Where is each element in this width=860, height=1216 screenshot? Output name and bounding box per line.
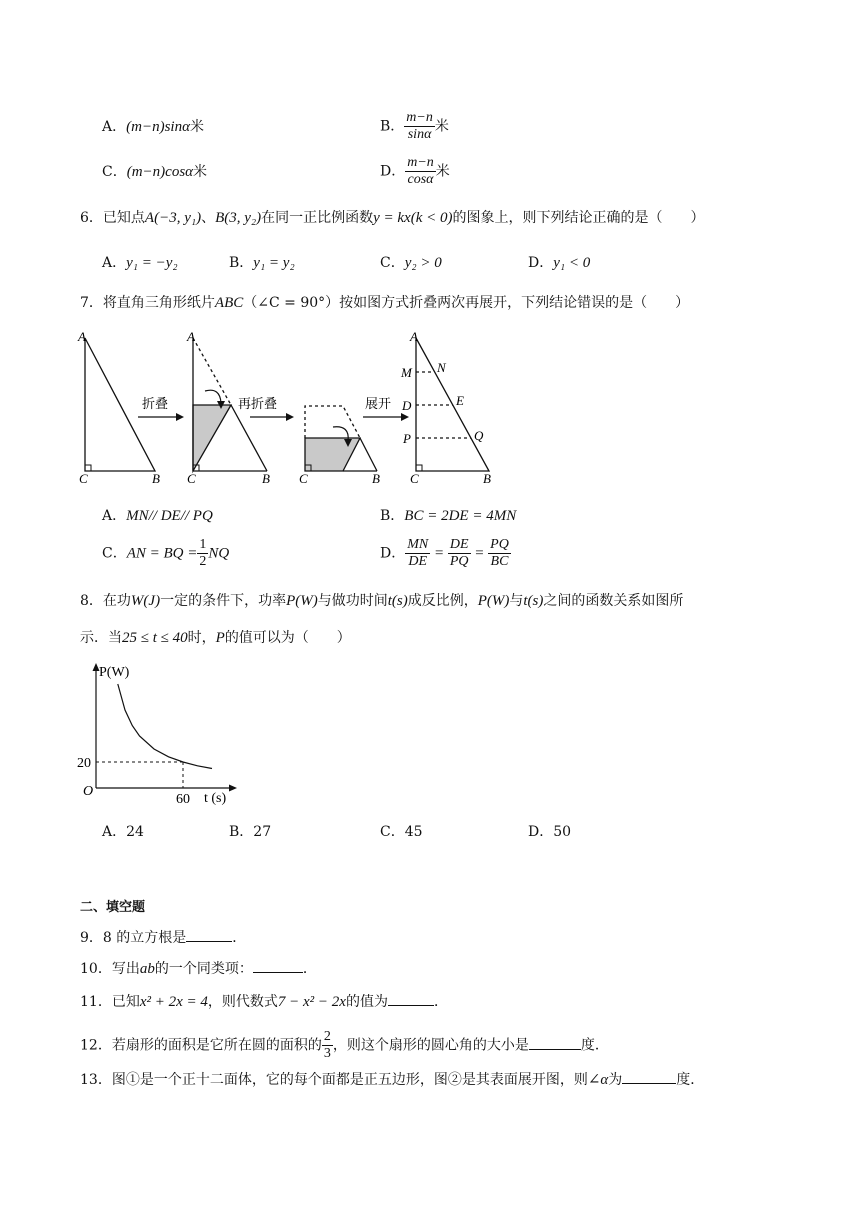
q7-option-d (380, 537, 511, 570)
fraction (322, 1029, 333, 1062)
option-label: D． (380, 545, 406, 562)
math-expression: y₁ < 0 (553, 255, 591, 271)
y-tick-label: 20 (77, 756, 91, 771)
option-label: C． (380, 255, 405, 271)
answer-blank[interactable] (388, 991, 434, 1006)
math-expression: AN = BQ = (126, 545, 198, 562)
question-number: 10． (80, 961, 112, 977)
stem-text: 与 (509, 593, 524, 609)
stem-text: （∠C = 90°） (243, 295, 340, 311)
label-a: A (78, 329, 86, 344)
math-expression: ab (139, 961, 155, 977)
label-m: M (401, 365, 412, 380)
unit-text: 米 (189, 119, 204, 135)
label-c: C (410, 471, 419, 486)
math-expression: 7 − x² − 2x (277, 994, 346, 1010)
math-expression: P(W) (286, 593, 318, 609)
q5-option-c (102, 162, 207, 182)
folding-diagram (70, 325, 510, 490)
fraction-numerator: m−n (407, 155, 434, 170)
stem-text: 之间的函数关系如图所 (543, 593, 684, 609)
power-time-chart (76, 658, 246, 808)
stem-text: 一定的条件下，功率 (160, 593, 287, 609)
stem-text: ． (302, 961, 317, 977)
stem-text: 按如图方式折叠两次再展开，下列结论错误的是（ ） (339, 295, 690, 311)
question-number: 13． (80, 1072, 112, 1088)
dashed-outline (305, 406, 360, 438)
question-number: 6． (80, 210, 103, 226)
q10 (80, 958, 317, 979)
q5-option-b (380, 110, 449, 143)
math-expression: y₁ = −y₂ (126, 255, 178, 271)
stem-text: 若扇形的面积是它所在圆的面积的 (111, 1037, 322, 1054)
label-d: D (402, 398, 412, 413)
stem-text: 的一个同类项： (154, 961, 253, 977)
math-expression: W(J) (130, 593, 161, 609)
math-expression: A(−3, y₁) (144, 210, 202, 226)
fraction-numerator: m−n (406, 110, 433, 125)
option-label: A． (102, 255, 127, 271)
fraction (404, 110, 435, 143)
math-expression: P (215, 630, 225, 646)
math-expression: y₁ = y₂ (253, 255, 295, 271)
option-label: B． (380, 508, 405, 524)
q11 (80, 991, 448, 1012)
option-label: C． (102, 545, 127, 562)
q6-option-b (229, 253, 295, 273)
fraction (488, 537, 511, 570)
fraction-denominator: BC (490, 554, 509, 569)
stem-text: ，则代数式 (207, 994, 278, 1010)
fraction (197, 537, 208, 570)
fraction-numerator: PQ (490, 537, 509, 552)
math-expression: y₂ > 0 (404, 255, 442, 271)
fraction-denominator: sinα (407, 127, 432, 142)
option-label: A． (102, 508, 127, 524)
q8-option-a (102, 822, 144, 842)
origin-label: O (83, 784, 94, 799)
stem-text: 已知点 (102, 210, 145, 226)
option-label: B． (229, 824, 254, 840)
option-label: C． (102, 164, 127, 180)
math-expression: BC = 2DE = 4MN (404, 508, 517, 524)
label-a: A (410, 329, 418, 344)
folded-flap (305, 438, 360, 471)
label-n: N (437, 360, 446, 375)
folded-flap (193, 405, 231, 471)
answer-blank[interactable] (186, 927, 232, 942)
stem-text: 度． (676, 1072, 705, 1088)
label-c: C (79, 471, 88, 486)
fraction-numerator: 2 (323, 1029, 331, 1044)
arrow-label-fold: 折叠 (142, 396, 169, 411)
stem-text: 的值为 (345, 994, 388, 1010)
math-expression: (m−n)sinα (126, 119, 190, 135)
stem-text: 将直角三角形纸片 (102, 295, 215, 311)
stem-text: 与做功时间 (317, 593, 388, 609)
q7-option-a (102, 506, 213, 526)
q7-stem (80, 293, 689, 313)
fraction-denominator: cosα (407, 172, 434, 187)
label-a: A (187, 329, 195, 344)
math-expression: x² + 2x = 4 (139, 994, 208, 1010)
q9 (80, 927, 246, 948)
dashed-edge (193, 338, 231, 405)
answer-blank[interactable] (529, 1035, 581, 1050)
section-title: 二、填空题 (80, 900, 146, 915)
q6-stem (80, 208, 704, 228)
x-tick-label: 60 (176, 792, 190, 807)
label-p: P (403, 431, 411, 446)
label-c: C (299, 471, 308, 486)
triangle-edge (360, 438, 377, 471)
math-expression: NQ (208, 545, 230, 562)
math-expression: ABC (214, 295, 244, 311)
math-expression: t(s) (523, 593, 544, 609)
answer-blank[interactable] (253, 958, 303, 973)
stem-text: ． (433, 994, 448, 1010)
option-value: 45 (404, 824, 423, 840)
unit-text: 米 (434, 118, 449, 135)
option-label: B． (380, 118, 405, 135)
unit-text: 米 (193, 164, 208, 180)
stem-text: ，则这个扇形的圆心角的大小是 (332, 1037, 529, 1054)
q7-option-b (380, 506, 516, 526)
question-number: 12． (80, 1037, 112, 1054)
stem-text: 、 (201, 210, 216, 226)
label-b: B (372, 471, 380, 486)
stem-text: 在功 (102, 593, 131, 609)
fraction-numerator: DE (449, 537, 469, 552)
fraction-numerator: MN (407, 537, 429, 552)
math-expression: (m−n)cosα (126, 164, 194, 180)
option-label: B． (229, 255, 254, 271)
option-label: C． (380, 824, 405, 840)
q8-stem-line2 (80, 628, 351, 648)
math-expression: y = kx(k < 0) (373, 210, 453, 226)
arrow-head (286, 413, 294, 421)
stem-text: 为 (608, 1072, 623, 1088)
label-b: B (152, 471, 160, 486)
fraction (405, 155, 436, 188)
q5-option-a (102, 117, 204, 137)
option-label: D． (528, 255, 554, 271)
stem-text: 在同一正比例函数 (261, 210, 374, 226)
arrow-label-refold: 再折叠 (238, 396, 278, 411)
math-expression: B(3, y₂) (215, 210, 262, 226)
math-expression: t(s) (387, 593, 408, 609)
stem-text: 的图象上，则下列结论正确的是（ ） (452, 210, 705, 226)
q12 (80, 1029, 609, 1062)
q8-option-d (528, 822, 571, 842)
question-number: 9． (80, 930, 103, 946)
equals-sign: = (430, 545, 448, 562)
stem-text: 时， (187, 630, 216, 646)
q8-option-c (380, 822, 423, 842)
option-label: D． (380, 163, 406, 180)
math-expression: MN// DE// PQ (126, 508, 213, 524)
q6-option-c (380, 253, 442, 273)
option-label: A． (102, 824, 127, 840)
equals-sign: = (470, 545, 489, 562)
question-number: 7． (80, 295, 103, 311)
stem-text: 已知 (111, 994, 140, 1010)
fraction-denominator: PQ (449, 554, 469, 569)
option-value: 50 (553, 824, 572, 840)
triangle-edge (231, 405, 267, 471)
question-number: 11． (80, 994, 112, 1010)
stem-text: 8 的立方根是 (102, 930, 187, 946)
q5-option-d (380, 155, 450, 188)
label-q: Q (474, 428, 484, 443)
math-expression: ∠α (587, 1072, 609, 1088)
inverse-curve (118, 684, 212, 769)
label-b: B (483, 471, 491, 486)
answer-blank[interactable] (622, 1069, 676, 1084)
stem-text: 图①是一个正十二面体，它的每个面都是正五边形，图②是其表面展开图，则 (111, 1072, 588, 1088)
fraction-denominator: 2 (199, 554, 207, 569)
arrow-head (401, 413, 409, 421)
math-expression: 25 ≤ t ≤ 40 (122, 630, 188, 646)
stem-text: 示．当 (80, 630, 122, 646)
fraction-denominator: DE (408, 554, 428, 569)
stem-text: 成反比例， (407, 593, 478, 609)
arrow-head (176, 413, 184, 421)
x-axis-arrow (229, 785, 237, 792)
arrow-label-unfold: 展开 (365, 396, 392, 411)
stem-text: 的值可以为（ ） (224, 630, 351, 646)
math-expression: P(W) (477, 593, 510, 609)
stem-text: 写出 (111, 961, 140, 977)
option-label: D． (528, 824, 554, 840)
option-value: 24 (126, 824, 144, 840)
q7-option-c (102, 537, 229, 570)
unit-text: 米 (435, 163, 450, 180)
y-axis-label: P(W) (99, 665, 130, 680)
fraction (405, 537, 430, 570)
q6-option-a (102, 253, 178, 273)
question-number: 8． (80, 593, 103, 609)
fraction (448, 537, 471, 570)
label-e: E (456, 393, 464, 408)
fraction-numerator: 1 (199, 537, 207, 552)
option-value: 27 (253, 824, 272, 840)
label-c: C (187, 471, 196, 486)
q13 (80, 1069, 704, 1090)
x-axis-label: t (s) (204, 791, 227, 806)
stem-text: 度． (580, 1037, 609, 1054)
q8-option-b (229, 822, 271, 842)
label-b: B (262, 471, 270, 486)
stem-text: ． (232, 930, 247, 946)
q8-stem-line1 (80, 591, 683, 611)
option-label: A． (102, 119, 127, 135)
q6-option-d (528, 253, 590, 273)
fraction-denominator: 3 (323, 1046, 331, 1061)
